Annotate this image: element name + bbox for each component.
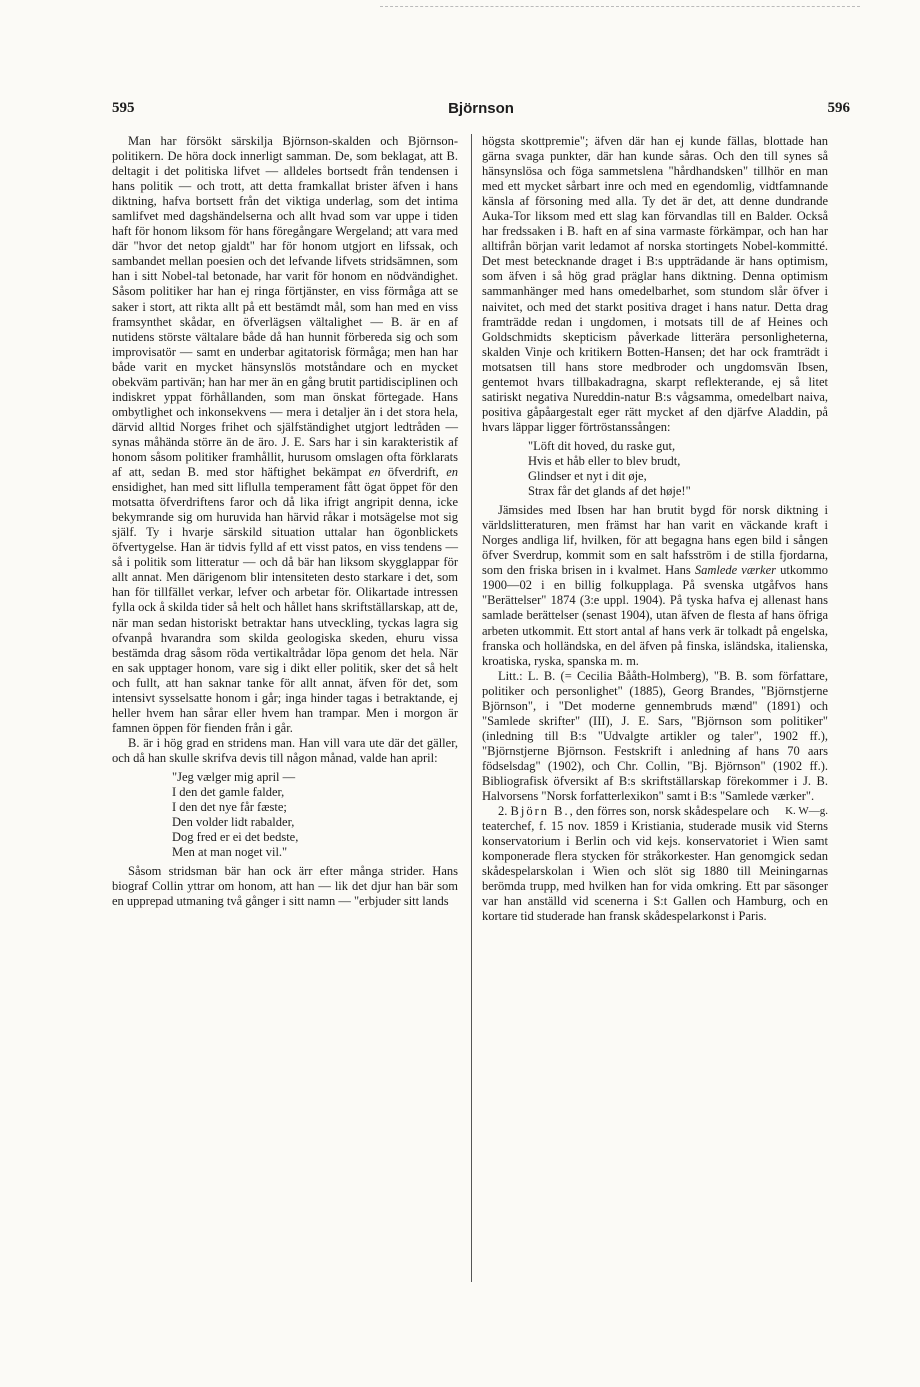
poem-line: "Jeg vælger mig april — (172, 769, 296, 784)
page-number-left: 595 (112, 100, 135, 116)
poem-line: I den det nye får fæste; (172, 800, 287, 815)
paragraph: Man har försökt särskilja Björnson-skalden och Björnson-politikern. De höra dock innerligt samman. De, som beklagat, att B. deltagit i det politiska lifvet — alldeles bortsedt från tendensen i hans politik — och trott, att detta framkallat brister äfven i hans diktning, hafva bortsett från det viktiga underlag, som det intima samlifvet med dagshändelserna och allt hvad som var uppe i tiden haft för honom liksom för hans föregångare Wergeland; att vara med där "hvor det netop gjaldt" har för honom utgjort en lifssak, och sambandet mellan poesien och det lefvande lifvets stridsämnen, som han i sitt Nobel-tal betonade, har varit för honom en nödvändighet. Såsom politiker har han ej ringa förtjänster, en viss förmåga att se saker i stort, att rikta allt på ett bestämdt mål, som han med en viss framsynthet skådar, en öfverlägsen vältalighet — B. är en af nutidens störste vältalare både då han hunnit förbereda sig och som improvisatör — samt en underbar agitatorisk förmåga; men han har både varit en mycket hänsynslös motståndare och en mycket obekväm partivän; han har mer än en gång brutit partidisciplinen och indiskret yppat förhållanden, som man önskat förtegade. Hans ombytlighet och inkonsekvens — mera i detaljer än i det stora hela, därvid alltid Norges frihet och själfständighet utgjort ledtråden — synas måhända större än de äro. J. E. Sars har i sin karakteristik af honom såsom politiker framhållit, hurusom omslagen ofta förklarats af att, sedan B. med stor häftighet bekämpat en öfverdrift, en ensidighet, han med sitt liflulla temperament fått ögat öppet för den motsatta öfverdriftens faror och då lika ifrigt angripit denna, icke bekymrande sig om huruvida han härvid råkar i motsägelse mot sig själf. Ty i hvarje särskild situation uttalar han ögonblickets öfvertygelse. Han är tidvis fylld af ett visst patos, en viss tendens — så i politik som litteratur — och då bär han liksom skygglappar för allt annat. Men därigenom blir intensiteten desto starkare i det, som han för tillfället verkar, lefver och arbetar för. Olikartade intressen fylla ock å skilda tider så helt och hållet hans skriftställarskap, att de, när man sedan historiskt betraktar hans utveckling, tyckas lagra sig ofvanpå hvarandra som skilda geologiska skeden, ehuru vissa bestämda drag såsom röda vertikaltrådar löpa genom det hela. När en sak upptager honom, vare sig i dikt eller politik, sker det så helt och fullt, att han saknar tanke för allt annat, äfven för det, som intensivt sysselsatte honom i går; inga hinder tagas i betraktande, ej heller hvem han sårar eller hvem han trampar. Men i morgon är famnen öppen för fienden från i går. (112, 134, 458, 735)
author-signature: K. W—g. (785, 805, 828, 818)
paragraph: Jämsides med Ibsen har han brutit bygd för norsk diktning i världslitteraturen, men främst har han varit en väckande kraft i Norges andliga lif, hvilken, för att begagna hans egen bild i sången öfver Sverdrup, kommit som en salt hafsström i de stilla fjordarna, som den friska brisen in i kvalmet. Hans Samlede værker utkommo 1900—02 i en billig folkupplaga. På svenska utgåfvos hans "Berättelser" 1874 (3:e uppl. 1904). På tyska hafva ej allenast hans samlade berättelser (senast 1904), utan äfven de flesta af hans öfriga arbeten utkommit. Ett stort antal af hans verk är tolkadt på engelska, franska och holländska, en del äfven på finska, isländska, italienska, kroatiska, ryska, spanska m. m. (482, 503, 829, 668)
entry-name: Björn B. (510, 804, 570, 819)
paragraph: B. är i hög grad en stridens man. Han vill vara ute där det gäller, och då han skulle skrifva devis till någon månad, valde han april: (112, 735, 458, 765)
entry-bjorn-bjornson: 2. Björn B., den förres son, norsk skådespelare och teaterchef, f. 15 nov. 1859 i Kristiania, studerade musik vid Sterns konservatorium i Berlin och vid kejs. konservatoriet i Wien samt komponerade flera stycken för stråkorkester. Han genomgick sedan skådespelarskolan i Wien och slöt sig 1880 till Meiningarnas berömda trupp, med hvilken han for vida omkring. Ett par säsonger var han anställd vid scenerna i S:t Gallen och Hamburg, och en kortare tid studerade han fransk skådespelarkonst i Paris. (482, 804, 828, 924)
poem-line: Dog fred er ei det bedste, (172, 830, 299, 845)
poem-line: Men at man noget vil." (172, 845, 288, 860)
column-divider (471, 134, 472, 1282)
literature-references: Litt.: L. B. (= Cecilia Bååth-Holmberg), "B. B. som författare, politiker och personlighet" (1885), Georg Brandes, "Björnstjerne Björnson", i "Det moderne gennembruds mænd" (1891) och "Samlede skrifter" (III), J. E. Sars, "Björnson som politiker" (inledning till B:s "Udvalgte artikler og taler", 1902 ff.), "Björnstjerne Björnson. Festskrift i anledning af hans 70 aars födselsdag" (1902), och Chr. Collin, "Bj. Björnson" (1902 ff.). Bibliografisk öfversikt af B:s skriftställarskap förekommer i J. B. Halvorsens "Norsk forfatterlexikon" samt i B:s "Samlede værker". K. W—g. (482, 669, 828, 804)
poem-april (112, 770, 458, 860)
poem-loft-dit-hoved (482, 439, 828, 499)
running-title: Björnson (448, 100, 514, 117)
page-header (112, 98, 850, 122)
paragraph: högsta skottpremie"; äfven där han ej kunde fällas, blottade han gärna svaga punkter, där han kunde såras. Och den till synes så hänsynslösa och föga sammetslena "hårdhandsken" tillhör en man med ett mycket sårbart inre och med en egendomlig, vidtfamnande känsla af försoning med alla. Ty det är det, att denne dundrande Auka-Tor liksom med ett slag kan förvandlas till en Balder. Också har fredssaken i B. haft en af sina varmaste förkämpar, och han har alltifrån början varit ledamot af norska stortingets Nobel-kommitté. Det mest betecknande draget i B:s uppträdande är hans optimism, som äfven i så hög grad präglar hans diktning. Denna optimism sammanhänger med hans omedelbarhet, som stundom slår öfver i naivitet, och med det starkt positiva draget i hans natur. Detta drag framträdde redan i ungdomen, i motsats till de af Heines och Goldschmidts skepticism påverkade litterära personligheterna, skalden Vinje och kritikern Botten-Hansen; det har ock framträdt i motsatsen till hans store medbroder och ungdomsvän Ibsen, gentemot hvars tillbakadragna, skarpt reflekterande, ej så litet satiriskt negativa Nureddin-natur B:s vågsamma, omedelbart naiva, positiva gåpåargestalt eger rätt mycket af den djärfve Aladdin, på hvars läppar ligger förtröstanssången: (482, 134, 828, 434)
left-column (112, 134, 458, 909)
poem-line: Glindser et nyt i dit øje, (528, 469, 647, 484)
poem-line: "Löft dit hoved, du raske gut, (528, 438, 676, 453)
paragraph: Såsom stridsman bär han ock ärr efter många strider. Hans biograf Collin yttrar om honom, att han — lik det djur han bär som en upprepad utmaning två gånger i sitt namn — "erbjuder sitt lands (112, 864, 458, 909)
poem-line: Strax får det glands af det høje!" (528, 484, 691, 499)
poem-line: Hvis et håb eller to blev brudt, (528, 453, 681, 468)
scan-edge-line (380, 6, 860, 8)
poem-line: I den det gamle falder, (172, 785, 285, 800)
right-column (482, 134, 828, 924)
poem-line: Den volder lidt rabalder, (172, 815, 295, 830)
page-number-right: 596 (827, 100, 850, 116)
